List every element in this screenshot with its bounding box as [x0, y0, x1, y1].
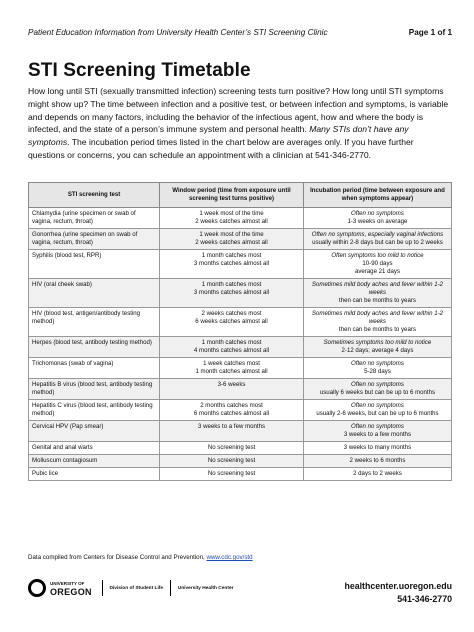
sti-table: [28, 182, 452, 481]
incubation-line: usually 2-6 weeks, but can be up to 6 months: [316, 410, 439, 417]
incubation-line: Often no symptoms: [351, 360, 404, 367]
test-cell: HIV (blood test, antigen/antibody testing method): [29, 308, 160, 337]
window-cell: [160, 279, 304, 308]
incubation-line: 3 weeks to many months: [343, 444, 412, 451]
incubation-line: 1-3 weeks on average: [347, 218, 408, 225]
table-row: [29, 468, 452, 481]
window-cell: [160, 442, 304, 455]
test-cell: HIV (oral cheek swab): [29, 279, 160, 308]
test-cell: Chlamydia (urine specimen or swab of vagina, rectum, throat): [29, 208, 160, 229]
contact-block: [344, 580, 452, 605]
incubation-line: Often no symptoms, especially vaginal infections: [311, 231, 444, 238]
test-cell: Genital and anal warts: [29, 442, 160, 455]
incubation-cell: [303, 208, 451, 229]
source-note: [28, 554, 253, 561]
incubation-line: then can be months to years: [339, 297, 416, 304]
unit-health-center: University Health Center: [177, 585, 234, 591]
intro-text-2: . The incubation period times listed in the chart below are averages only. If you have further questions or concerns, you can schedule an appointment with a clinician at 541-346-2770.: [28, 137, 414, 160]
page-number: Page 1 of 1: [408, 28, 452, 37]
table-row: [29, 308, 452, 337]
table-row: [29, 337, 452, 358]
uo-logo: [28, 578, 308, 598]
logo-divider-2: [170, 580, 171, 596]
window-cell: [160, 468, 304, 481]
test-cell: Cervical HPV (Pap smear): [29, 421, 160, 442]
page-title: STI Screening Timetable: [28, 60, 251, 81]
o-logo-icon: [28, 579, 46, 597]
incubation-cell: [303, 308, 451, 337]
logo-divider: [102, 580, 103, 596]
source-text: Data compiled from Centers for Disease Control and Prevention,: [28, 554, 207, 561]
incubation-cell: [303, 379, 451, 400]
window-line: 2 weeks catches almost all: [195, 239, 268, 246]
window-line: 1 week most of the time: [199, 210, 264, 217]
table-row: [29, 421, 452, 442]
test-cell: Molluscum contagiosum: [29, 455, 160, 468]
uo-wordmark: [50, 580, 92, 596]
incubation-line: Often no symptoms: [351, 402, 404, 409]
window-cell: [160, 455, 304, 468]
incubation-cell: [303, 279, 451, 308]
incubation-cell: [303, 358, 451, 379]
table-row: [29, 250, 452, 279]
window-line: 3-6 weeks: [217, 381, 246, 388]
incubation-cell: [303, 468, 451, 481]
table-row: [29, 455, 452, 468]
test-cell: Hepatitis C virus (blood test, antibody testing method): [29, 400, 160, 421]
incubation-line: average 21 days: [354, 268, 400, 275]
table-row: [29, 229, 452, 250]
window-cell: [160, 421, 304, 442]
window-line: 3 months catches almost all: [193, 260, 270, 267]
incubation-line: Often no symptoms: [351, 381, 404, 388]
window-line: 2 months catches most: [200, 402, 263, 409]
window-cell: [160, 337, 304, 358]
phone-number: 541-346-2770: [397, 593, 452, 604]
incubation-line: Sometimes mild body aches and fever within 1-2 weeks: [311, 281, 443, 296]
incubation-line: Sometimes symptoms too mild to notice: [323, 339, 432, 346]
window-line: 3 weeks to a few months: [197, 423, 266, 430]
cdc-link[interactable]: www.cdc.gov/std: [206, 554, 253, 561]
unit-student-life: Division of Student Life: [109, 585, 164, 591]
table-header-row: [29, 183, 452, 208]
test-cell: Gonorrhea (urine specimen on swab of vagina, rectum, throat): [29, 229, 160, 250]
incubation-line: 3 weeks to a few months: [343, 431, 411, 438]
window-line: 2 weeks catches most: [201, 310, 262, 317]
table-row: [29, 279, 452, 308]
incubation-line: 2-12 days; average 4 days: [341, 347, 414, 354]
window-cell: [160, 379, 304, 400]
header-test: STI screening test: [29, 183, 160, 208]
incubation-cell: [303, 455, 451, 468]
table-row: [29, 379, 452, 400]
incubation-cell: [303, 442, 451, 455]
header-source: Patient Education Information from University Health Center’s STI Screening Clinic: [28, 28, 328, 37]
logo-small-text: UNIVERSITY OF: [50, 581, 85, 586]
incubation-cell: [303, 229, 451, 250]
window-cell: [160, 400, 304, 421]
window-line: 4 months catches almost all: [193, 347, 270, 354]
window-line: 1 month catches most: [201, 252, 262, 259]
window-cell: [160, 358, 304, 379]
test-cell: Trichomonas (swab of vagina): [29, 358, 160, 379]
window-cell: [160, 229, 304, 250]
test-cell: Herpes (blood test, antibody testing method): [29, 337, 160, 358]
incubation-line: then can be months to years: [339, 326, 416, 333]
test-cell: Pubic lice: [29, 468, 160, 481]
incubation-line: 2 days to 2 weeks: [353, 470, 402, 477]
window-line: No screening test: [207, 457, 256, 464]
incubation-line: Often symptoms too mild to notice: [331, 252, 424, 259]
intro-paragraph: [28, 85, 452, 162]
logo-big-text: OREGON: [50, 587, 92, 597]
incubation-line: usually within 2-8 days but can be up to 2 weeks: [312, 239, 443, 246]
window-line: 3 months catches almost all: [193, 289, 270, 296]
incubation-cell: [303, 400, 451, 421]
incubation-line: 2 weeks to 6 months: [349, 457, 406, 464]
incubation-line: Often no symptoms: [351, 423, 404, 430]
incubation-cell: [303, 337, 451, 358]
window-line: 2 weeks catches almost all: [195, 218, 268, 225]
incubation-cell: [303, 421, 451, 442]
window-cell: [160, 250, 304, 279]
window-line: 1 week most of the time: [199, 231, 264, 238]
window-cell: [160, 208, 304, 229]
header-incubation: Incubation period (time between exposure and when symptoms appear): [303, 183, 451, 208]
window-line: 1 month catches most: [201, 281, 262, 288]
window-line: 6 weeks catches almost all: [195, 318, 268, 325]
incubation-cell: [303, 250, 451, 279]
intro-italic: Many STIs don’t have any symptoms: [28, 124, 409, 148]
website-link[interactable]: healthcenter.uoregon.edu: [344, 581, 452, 591]
window-line: No screening test: [207, 470, 256, 477]
test-cell: Hepatitis B virus (blood test, antibody testing method): [29, 379, 160, 400]
table-row: [29, 442, 452, 455]
window-line: No screening test: [207, 444, 256, 451]
incubation-line: 10-90 days: [362, 260, 393, 267]
window-line: 1 week catches most: [203, 360, 260, 367]
window-line: 6 months catches almost all: [193, 410, 270, 417]
test-cell: Syphilis (blood test, RPR): [29, 250, 160, 279]
incubation-line: Often no symptoms: [351, 210, 404, 217]
intro-text: How long until STI (sexually transmitted infection) screening tests turn positive? How long until STI symptoms might show up? The time between infection and a positive test, or between infection and symptoms, is variable and depends on many factors, including the behavior of the infectious agent, how and where the body is infected, and the state of a person’s immune system and personal health.: [28, 86, 449, 135]
header-window: Window period (time from exposure until screening test turns positive): [160, 183, 304, 208]
incubation-line: Sometimes mild body aches and fever within 1-2 weeks: [311, 310, 443, 325]
window-cell: [160, 308, 304, 337]
window-line: 1 month catches almost all: [195, 368, 268, 375]
table-row: [29, 400, 452, 421]
incubation-line: usually 6 weeks but can be up to 6 months: [319, 389, 436, 396]
table-row: [29, 358, 452, 379]
page-header: [28, 28, 452, 40]
incubation-line: 5-28 days: [364, 368, 391, 375]
window-line: 1 month catches most: [201, 339, 262, 346]
table-row: [29, 208, 452, 229]
